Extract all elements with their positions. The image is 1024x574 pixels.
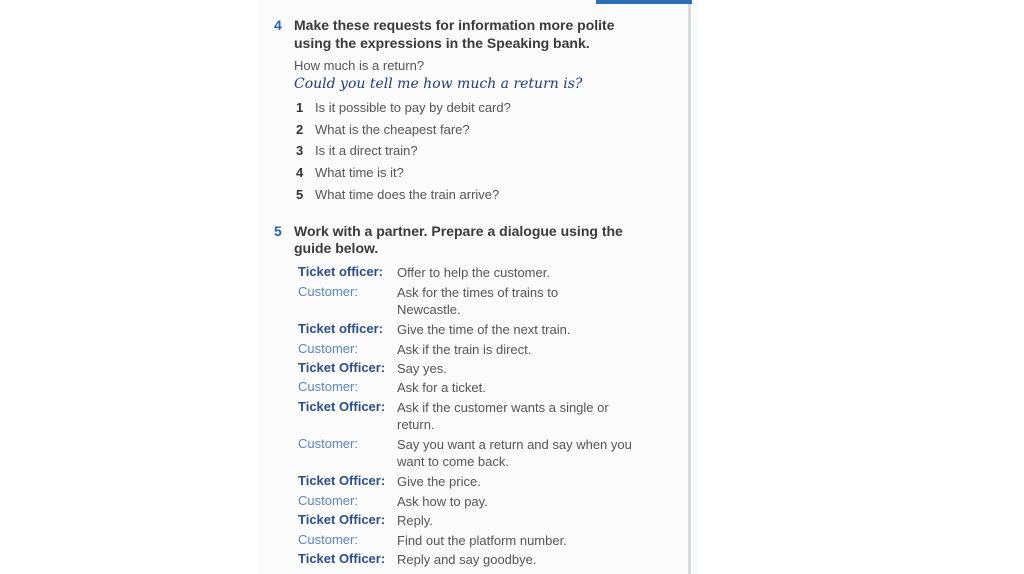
exercise-4-heading-line-2: using the expressions in the Speaking bank. bbox=[294, 35, 590, 51]
item-text: What is the cheapest fare? bbox=[315, 122, 470, 137]
dialogue-instruction: Reply and say goodbye. bbox=[397, 552, 537, 567]
dialogue-instruction: Find out the platform number. bbox=[397, 533, 567, 548]
dialogue-instruction: Give the time of the next train. bbox=[397, 322, 571, 337]
dialogue-role: Ticket officer: bbox=[298, 264, 384, 279]
dialogue-role: Ticket Officer: bbox=[298, 551, 386, 566]
exercise-4-heading-line-1: Make these requests for information more polite bbox=[294, 17, 615, 33]
dialogue-instruction: Ask for the times of trains to Newcastle. bbox=[397, 285, 559, 317]
dialogue-role: Customer: bbox=[298, 493, 358, 508]
dialogue-role: Ticket officer: bbox=[298, 321, 384, 336]
dialogue-instruction: Say you want a return and say when you want to come back. bbox=[397, 437, 632, 469]
example-answer: Could you tell me how much a return is? bbox=[294, 76, 583, 92]
dialogue-instruction: Offer to help the customer. bbox=[397, 265, 550, 280]
item-number: 5 bbox=[296, 187, 304, 202]
item-text: What time is it? bbox=[315, 165, 404, 180]
dialogue-role: Customer: bbox=[298, 532, 358, 547]
dialogue-role: Ticket Officer: bbox=[298, 473, 386, 488]
page-edge bbox=[688, 0, 691, 574]
item-text: Is it possible to pay by debit card? bbox=[315, 100, 511, 115]
dialogue-role: Ticket Officer: bbox=[298, 512, 386, 527]
dialogue-instruction: Ask if the customer wants a single or return. bbox=[397, 400, 609, 432]
dialogue-instruction: Give the price. bbox=[397, 474, 481, 489]
dialogue-role: Ticket Officer: bbox=[298, 360, 386, 375]
dialogue-role: Ticket Officer: bbox=[298, 399, 386, 414]
dialogue-instruction: Ask for a ticket. bbox=[397, 380, 486, 395]
dialogue-instruction: Ask if the train is direct. bbox=[397, 342, 532, 357]
item-number: 3 bbox=[296, 143, 304, 158]
item-text: Is it a direct train? bbox=[315, 143, 418, 158]
dialogue-role: Customer: bbox=[298, 341, 358, 356]
dialogue-role: Customer: bbox=[298, 436, 358, 451]
exercise-5-heading-line-2: guide below. bbox=[294, 240, 379, 256]
item-text: What time does the train arrive? bbox=[315, 187, 500, 202]
exercise-5-number: 5 bbox=[274, 223, 282, 239]
dialogue-role: Customer: bbox=[298, 284, 358, 299]
dialogue-instruction: Reply. bbox=[397, 513, 433, 528]
item-number: 1 bbox=[296, 100, 304, 115]
top-accent-bar bbox=[596, 0, 692, 4]
exercise-4-number: 4 bbox=[274, 17, 282, 33]
exercise-5-heading-line-1: Work with a partner. Prepare a dialogue using the bbox=[294, 223, 623, 239]
dialogue-instruction: Say yes. bbox=[397, 361, 447, 376]
item-number: 2 bbox=[296, 122, 304, 137]
example-question: How much is a return? bbox=[294, 58, 425, 73]
item-number: 4 bbox=[296, 165, 304, 180]
dialogue-role: Customer: bbox=[298, 379, 358, 394]
dialogue-instruction: Ask how to pay. bbox=[397, 494, 488, 509]
